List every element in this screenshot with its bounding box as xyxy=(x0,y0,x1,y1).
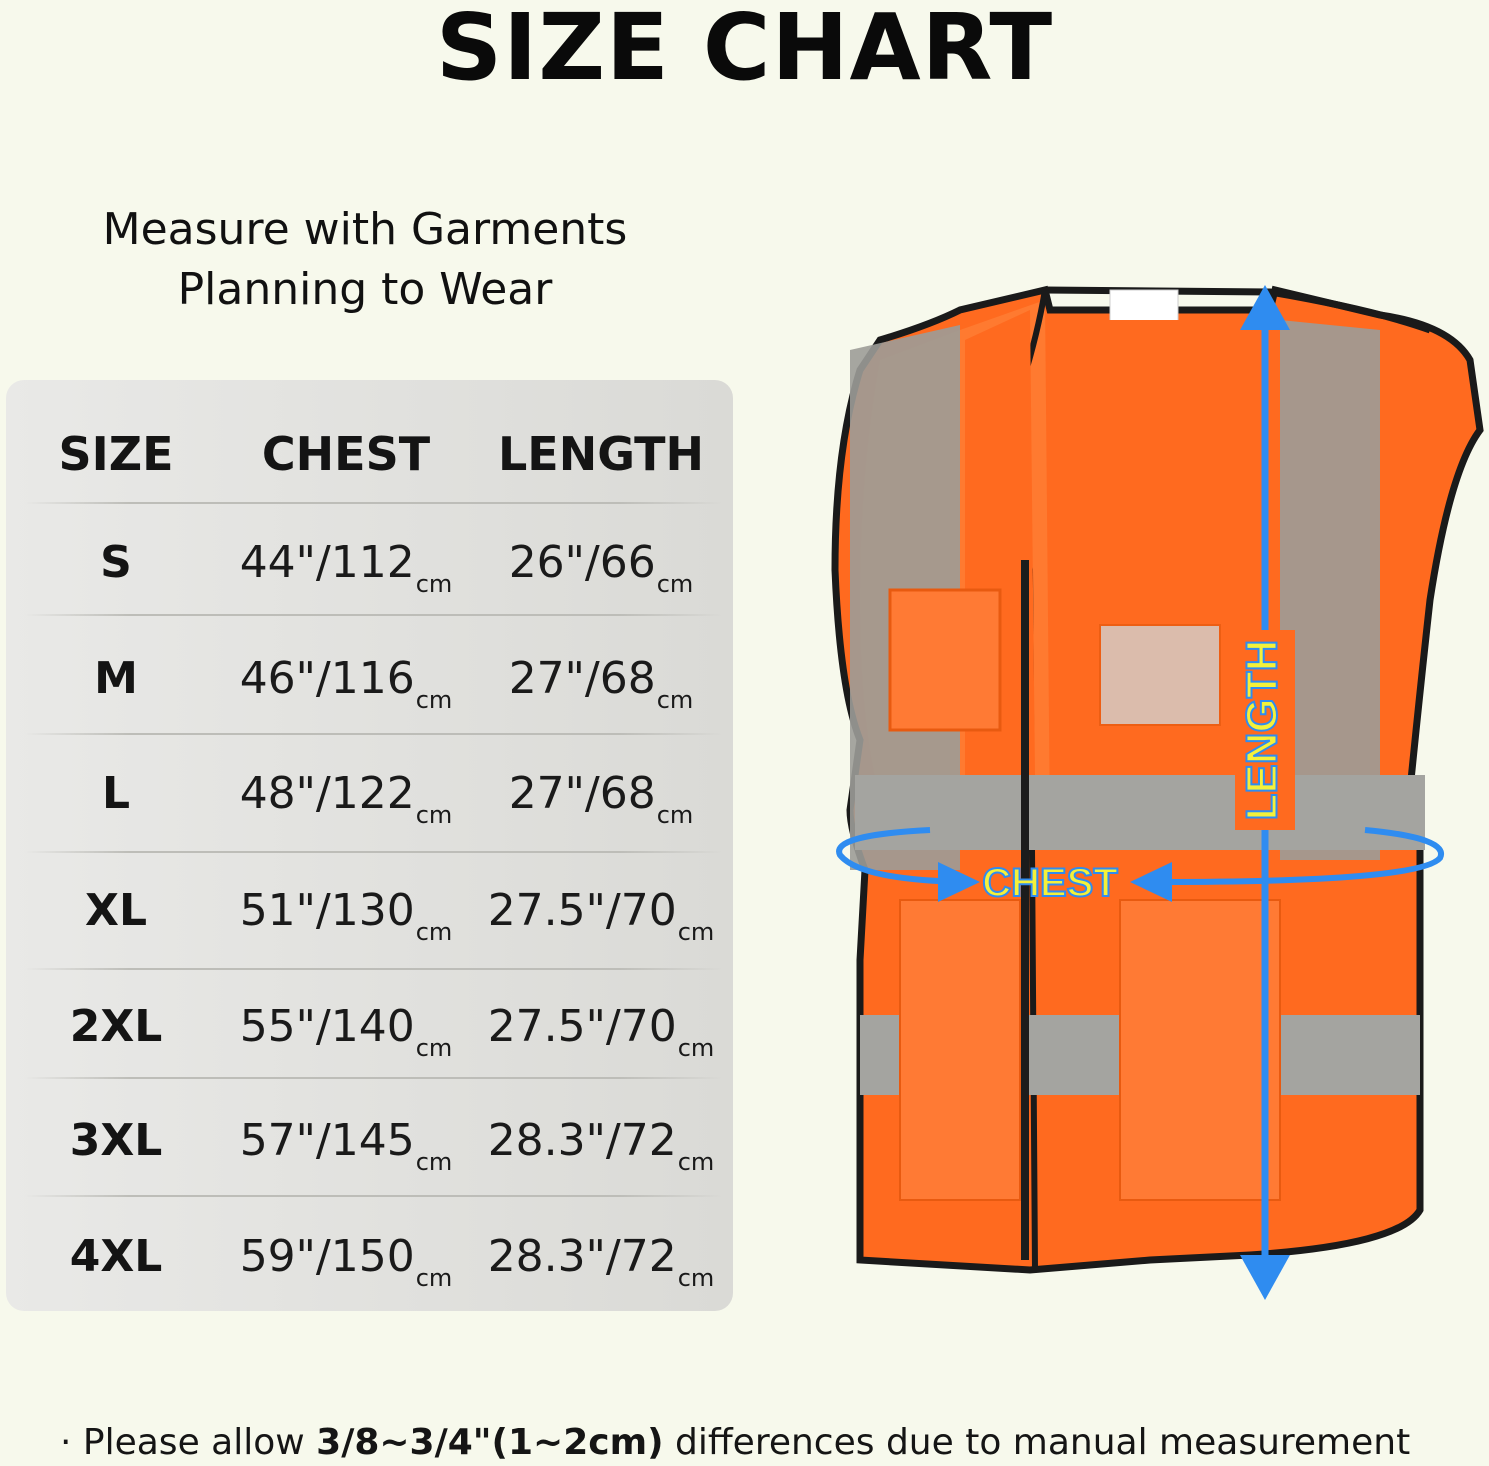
length-arrow-head-bottom xyxy=(1240,1255,1290,1300)
header-length: LENGTH xyxy=(497,427,705,481)
divider xyxy=(24,1077,724,1079)
chest-cell xyxy=(216,852,476,968)
chest-cell xyxy=(216,620,476,736)
chest-cell xyxy=(216,735,476,851)
chest-value: 57"/145 xyxy=(239,1114,415,1166)
reflective-band-upper xyxy=(855,775,1425,850)
chest-cell xyxy=(216,1082,476,1198)
table-row xyxy=(6,504,733,620)
size-cell: 4XL xyxy=(69,1230,163,1282)
chest-value: 51"/130 xyxy=(239,884,415,936)
unit: cm xyxy=(415,918,453,946)
length-value: 27"/68 xyxy=(508,767,656,819)
chest-value: 46"/116 xyxy=(239,652,415,704)
size-cell: 3XL xyxy=(69,1114,163,1166)
table-row xyxy=(6,1082,733,1198)
length-cell xyxy=(471,1082,731,1198)
instruction-line-2: Planning to Wear xyxy=(177,264,553,315)
table-header xyxy=(6,400,733,508)
length-cell xyxy=(471,968,731,1084)
page-title: SIZE CHART xyxy=(435,0,1054,101)
lower-pocket-left xyxy=(900,900,1020,1200)
unit: cm xyxy=(415,801,453,829)
chest-value: 55"/140 xyxy=(239,1000,415,1052)
chest-label: CHEST xyxy=(982,861,1118,905)
length-cell xyxy=(471,620,731,736)
chest-value: 59"/150 xyxy=(239,1230,415,1282)
length-cell xyxy=(471,1198,731,1314)
table-row xyxy=(6,968,733,1084)
unit: cm xyxy=(677,1034,715,1062)
vest-diagram xyxy=(820,270,1489,1320)
header-size: SIZE xyxy=(58,427,174,481)
unit: cm xyxy=(656,570,694,598)
table-row xyxy=(6,620,733,736)
chest-cell xyxy=(216,504,476,620)
unit: cm xyxy=(415,1148,453,1176)
measurement-note xyxy=(60,1420,1480,1466)
length-value: 26"/66 xyxy=(508,536,656,588)
length-value: 28.3"/72 xyxy=(487,1230,677,1282)
unit: cm xyxy=(677,1264,715,1292)
note-suffix: differences due to manual measurement xyxy=(663,1422,1411,1463)
length-label: LENGTH xyxy=(1237,639,1287,821)
table-row xyxy=(6,852,733,968)
unit: cm xyxy=(415,1034,453,1062)
size-cell: 2XL xyxy=(69,1000,163,1052)
divider xyxy=(24,614,724,616)
table-row xyxy=(6,1198,733,1314)
unit: cm xyxy=(415,570,453,598)
chest-cell xyxy=(216,1198,476,1314)
divider xyxy=(24,1195,724,1197)
instruction-line-1: Measure with Garments xyxy=(102,204,628,255)
size-table xyxy=(6,380,733,1311)
table-row xyxy=(6,735,733,851)
header-chest: CHEST xyxy=(261,427,431,481)
unit: cm xyxy=(656,686,694,714)
unit: cm xyxy=(415,1264,453,1292)
unit: cm xyxy=(415,686,453,714)
unit: cm xyxy=(677,918,715,946)
lower-pocket-right xyxy=(1120,900,1280,1200)
length-value: 28.3"/72 xyxy=(487,1114,677,1166)
length-value: 27"/68 xyxy=(508,652,656,704)
length-cell xyxy=(471,504,731,620)
chest-cell xyxy=(216,968,476,1084)
size-cell: M xyxy=(94,652,138,704)
measure-instruction xyxy=(40,200,690,320)
length-cell xyxy=(471,735,731,851)
unit: cm xyxy=(677,1148,715,1176)
size-cell: L xyxy=(101,767,131,819)
size-cell: S xyxy=(100,536,132,588)
chest-value: 44"/112 xyxy=(239,536,415,588)
note-tolerance: 3/8~3/4"(1~2cm) xyxy=(316,1422,664,1463)
size-cell: XL xyxy=(85,884,147,936)
chest-pocket xyxy=(890,590,1000,730)
length-value: 27.5"/70 xyxy=(487,884,677,936)
unit: cm xyxy=(656,801,694,829)
id-badge-holder xyxy=(1100,625,1220,725)
chest-value: 48"/122 xyxy=(239,767,415,819)
length-value: 27.5"/70 xyxy=(487,1000,677,1052)
note-prefix: · Please allow xyxy=(60,1422,317,1463)
length-cell xyxy=(471,852,731,968)
